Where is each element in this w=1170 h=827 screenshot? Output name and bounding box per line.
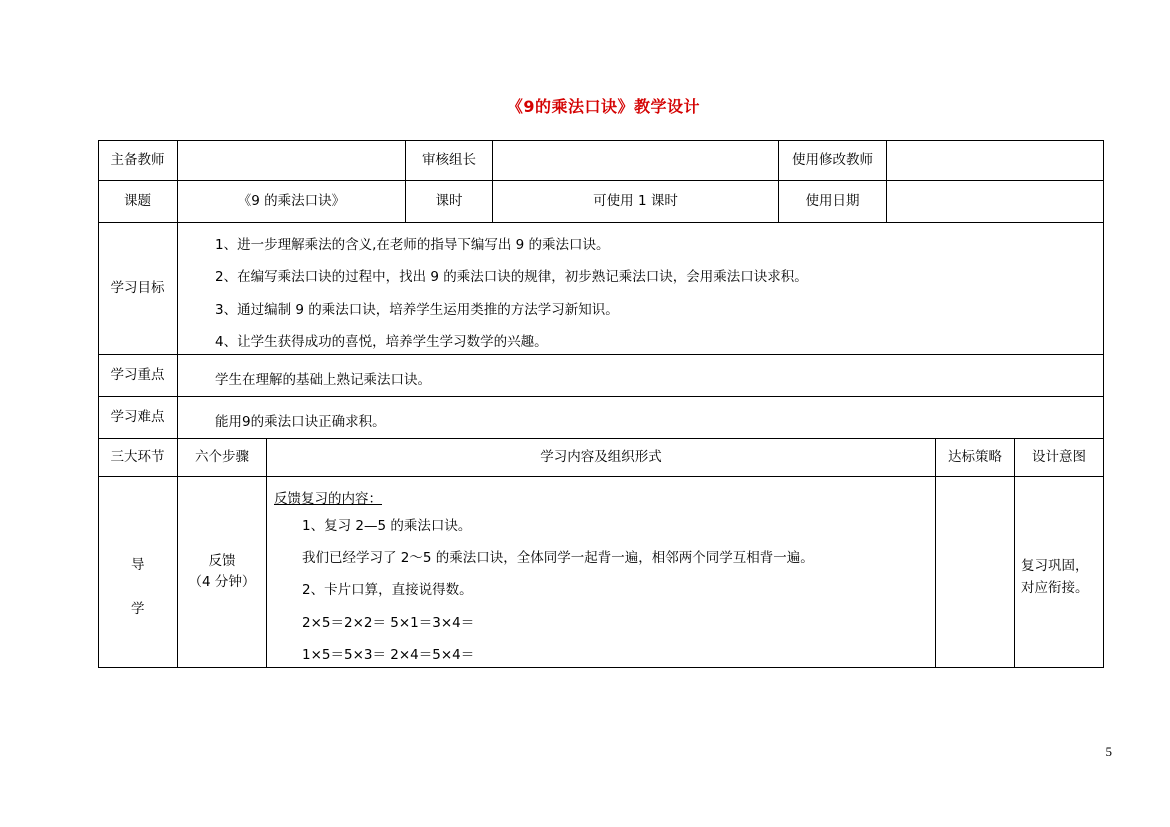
content-heading: 反馈复习的内容： bbox=[274, 491, 382, 507]
topic-value: 《9 的乘法口诀》 bbox=[237, 193, 346, 210]
stage-char: 导 bbox=[131, 557, 145, 573]
content-line: 1、复习 2—5 的乘法口诀。 bbox=[302, 518, 472, 534]
stage-char: 学 bbox=[131, 601, 145, 617]
content-line: 1×5＝5×3＝ 2×4＝5×4＝ bbox=[302, 647, 475, 663]
reviewer-label: 审核组长 bbox=[422, 151, 476, 168]
content-line: 我们已经学习了 2～5 的乘法口诀，全体同学一起背一遍，相邻两个同学互相背一遍。 bbox=[302, 550, 814, 566]
content-line: 2×5＝2×2＝ 5×1＝3×4＝ bbox=[302, 615, 475, 631]
topic-label: 课题 bbox=[124, 193, 151, 210]
document-title: 《9的乘法口诀》教学设计 bbox=[506, 97, 701, 116]
period-label: 课时 bbox=[435, 193, 463, 210]
key-point-text: 学生在理解的基础上熟记乘法口诀。 bbox=[215, 372, 431, 388]
date-label: 使用日期 bbox=[805, 193, 860, 210]
date-value bbox=[887, 181, 1103, 222]
step-name: 反馈 bbox=[208, 553, 236, 569]
strategy-cell bbox=[936, 477, 1014, 667]
content-line: 2、卡片口算，直接说得数。 bbox=[302, 582, 473, 598]
objectives-label: 学习目标 bbox=[110, 280, 165, 297]
reviewer-value bbox=[493, 140, 778, 180]
col-header-intent: 设计意图 bbox=[1032, 449, 1086, 466]
step-time: （4 分钟） bbox=[188, 574, 256, 590]
editor-label: 使用修改教师 bbox=[792, 151, 873, 168]
col-header-stage: 三大环节 bbox=[110, 449, 165, 466]
objective-item: 4、让学生获得成功的喜悦，培养学生学习数学的兴趣。 bbox=[215, 334, 548, 350]
period-value: 可使用 1 课时 bbox=[593, 193, 678, 210]
intent-line: 复习巩固， bbox=[1021, 558, 1089, 574]
key-point-label: 学习重点 bbox=[110, 367, 165, 384]
difficulty-label: 学习难点 bbox=[110, 409, 165, 426]
objective-item: 1、进一步理解乘法的含义,在老师的指导下编写出 9 的乘法口诀。 bbox=[215, 237, 610, 253]
page-number: 5 bbox=[1105, 744, 1112, 759]
objective-item: 3、通过编制 9 的乘法口诀，培养学生运用类推的方法学习新知识。 bbox=[215, 302, 619, 318]
col-header-content: 学习内容及组织形式 bbox=[540, 449, 662, 466]
col-header-strategy: 达标策略 bbox=[948, 449, 1002, 466]
intent-line: 对应衔接。 bbox=[1021, 580, 1089, 596]
difficulty-text: 能用9的乘法口诀正确求积。 bbox=[215, 414, 386, 430]
lead-teacher-value bbox=[178, 140, 405, 180]
objective-item: 2、在编写乘法口诀的过程中，找出 9 的乘法口诀的规律，初步熟记乘法口诀，会用乘法口诀求积。 bbox=[215, 269, 808, 285]
lesson-plan-table bbox=[98, 140, 1104, 668]
editor-value bbox=[887, 140, 1103, 180]
lead-teacher-label: 主备教师 bbox=[110, 151, 165, 168]
col-header-step: 六个步骤 bbox=[195, 449, 249, 466]
